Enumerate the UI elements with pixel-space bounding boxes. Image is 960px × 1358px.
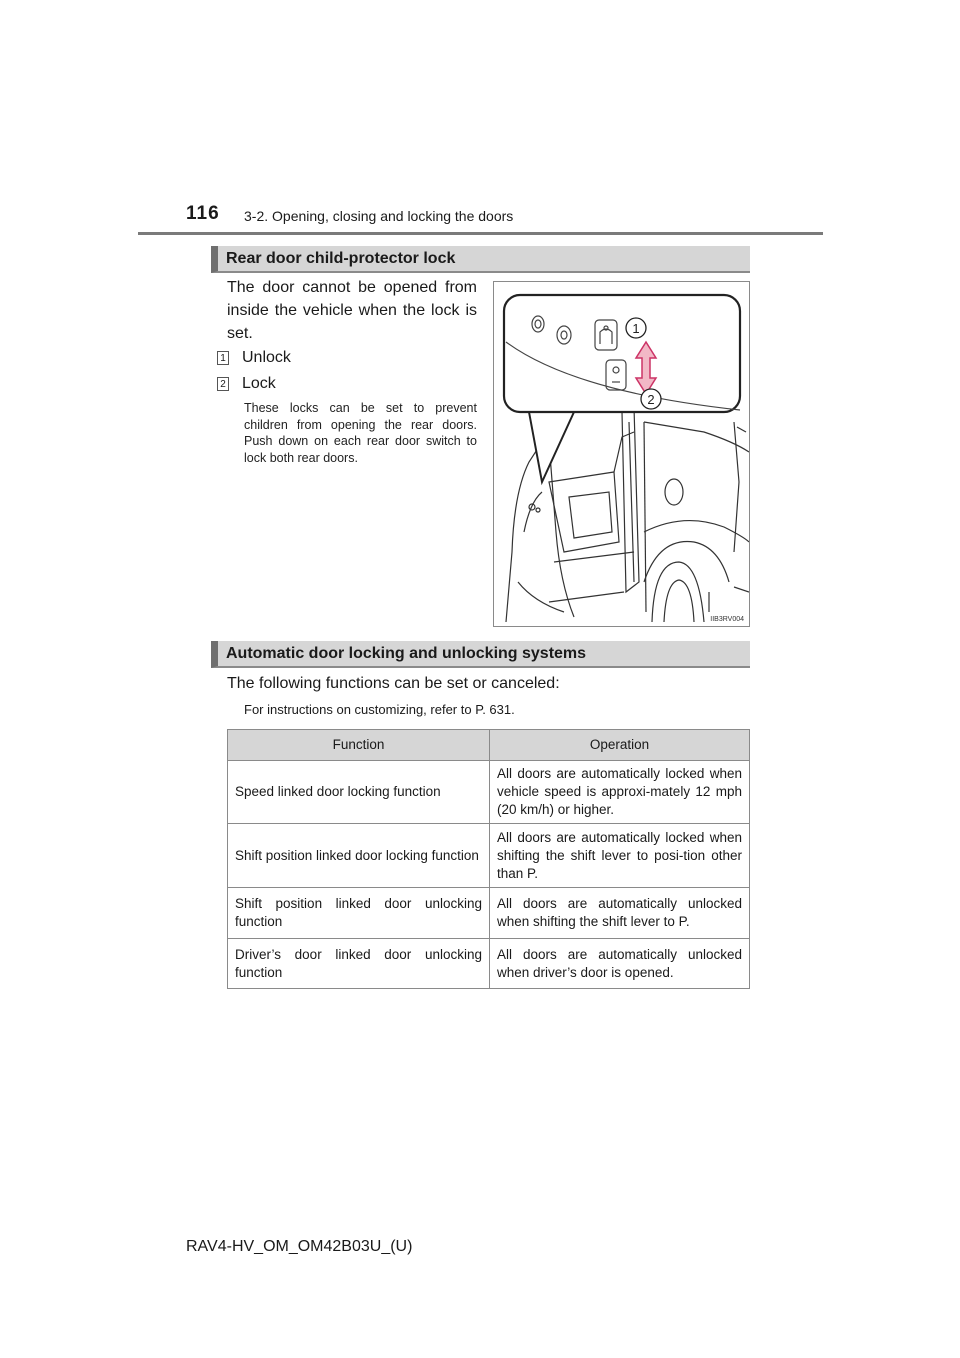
figure-code: IIB3RV004 (710, 616, 744, 623)
item-label: Lock (242, 375, 276, 392)
item-number-box: 1 (217, 351, 229, 365)
table-row (228, 939, 750, 989)
auto-lock-heading-text: Automatic door locking and unlocking systems (226, 645, 587, 662)
child-lock-note: These locks can be set to prevent children from opening the rear doors. Push down on each rear door switch to lock both rear doors. (244, 401, 477, 465)
table-row (228, 888, 750, 939)
document-code: RAV4-HV_OM_OM42B03U_(U) (186, 1238, 413, 1255)
column-header-operation: Operation (490, 730, 750, 761)
table-header-row (228, 730, 750, 761)
item-label: Unlock (242, 349, 291, 366)
child-lock-figure (493, 281, 750, 627)
auto-lock-intro: The following functions can be set or canceled: (227, 675, 560, 692)
auto-lock-heading (211, 641, 750, 668)
child-lock-heading (211, 246, 750, 273)
auto-lock-reference: For instructions on customizing, refer to P. 631. (244, 702, 515, 717)
item-number-box: 2 (217, 377, 229, 391)
item-unlock (217, 349, 291, 367)
function-cell: Speed linked door locking function (228, 761, 490, 824)
operation-cell: All doors are automatically locked when vehicle speed is approxi-mately 12 mph (20 km/h) or higher. (490, 761, 750, 824)
page-number: 116 (186, 203, 220, 224)
table-row (228, 824, 750, 888)
child-lock-description: The door cannot be opened from inside the vehicle when the lock is set. (227, 279, 477, 342)
function-cell: Shift position linked door unlocking function (228, 888, 490, 939)
function-cell: Driver’s door linked door unlocking function (228, 939, 490, 989)
column-header-function: Function (228, 730, 490, 761)
operation-cell: All doors are automatically locked when shifting the shift lever to posi-tion other than P. (490, 824, 750, 888)
operation-cell: All doors are automatically unlocked when shifting the shift lever to P. (490, 888, 750, 939)
table-row (228, 761, 750, 824)
function-cell: Shift position linked door locking function (228, 824, 490, 888)
item-lock (217, 375, 276, 393)
callout-label-2: 2 (647, 392, 655, 407)
child-lock-heading-text: Rear door child-protector lock (226, 250, 456, 267)
section-title: 3-2. Opening, closing and locking the doors (244, 208, 514, 224)
header-divider (138, 232, 823, 235)
functions-table (227, 729, 750, 989)
door-illustration (494, 282, 749, 626)
callout-label-1: 1 (632, 321, 640, 336)
operation-cell: All doors are automatically unlocked when driver’s door is opened. (490, 939, 750, 989)
